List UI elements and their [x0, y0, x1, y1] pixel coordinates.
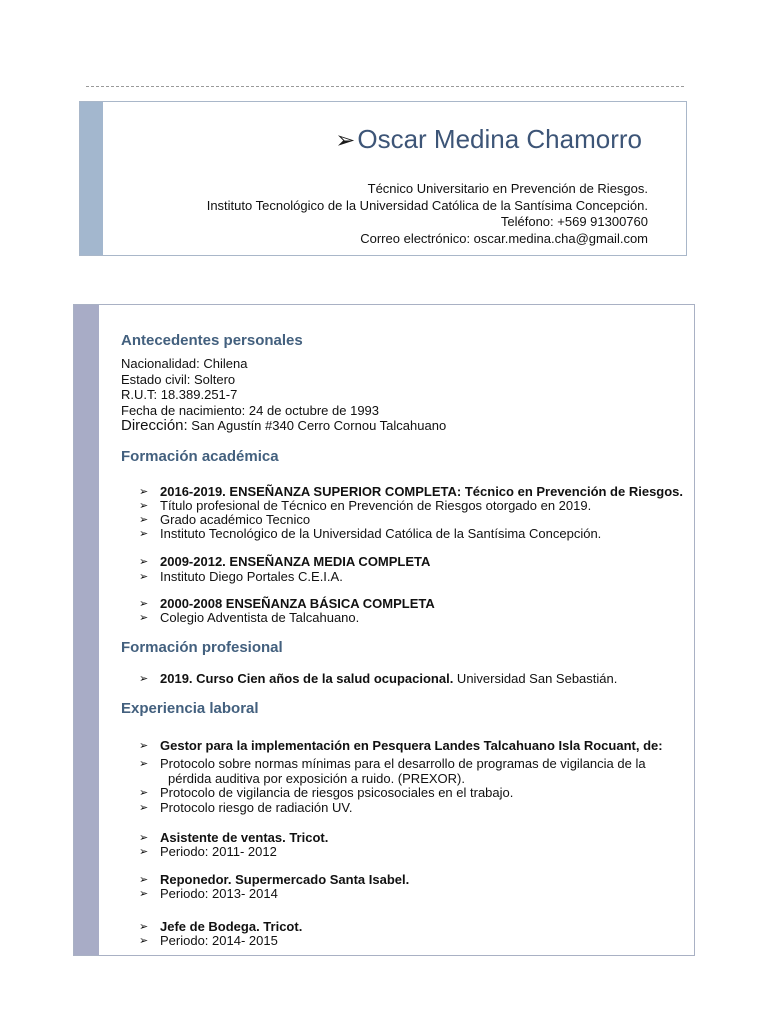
arrow-bullet-icon: ➢	[139, 486, 149, 498]
arrow-bullet-icon: ➢	[139, 874, 149, 886]
institution-line: Instituto Tecnológico de la Universidad Católica de la Santísima Concepción.	[206, 197, 648, 213]
arrow-bullet-icon: ➢	[139, 571, 149, 583]
section-title-professional: Formación profesional	[121, 639, 283, 656]
arrow-bullet-icon: ➢	[139, 740, 149, 752]
section-title-personal: Antecedentes personales	[121, 332, 303, 349]
arrow-bullet-icon: ➢	[139, 528, 149, 540]
list-item-continuation: pérdida auditiva por exposición a ruido. (PREXOR).	[168, 771, 465, 786]
arrow-bullet-icon: ➢	[139, 787, 149, 799]
course-title: 2019. Curso Cien años de la salud ocupacional.	[160, 671, 454, 686]
birth-date: Fecha de nacimiento: 24 de octubre de 1993	[121, 403, 380, 418]
address-value: San Agustín #340 Cerro Cornou Talcahuano	[187, 418, 447, 433]
arrow-bullet-icon: ➢	[139, 514, 149, 526]
arrow-bullet-icon: ➢	[139, 598, 149, 610]
arrow-bullet-icon: ➢	[139, 921, 149, 933]
nationality: Nacionalidad: Chilena	[121, 356, 248, 371]
arrow-bullet-icon: ➢	[139, 846, 149, 858]
course-institution: Universidad San Sebastián.	[453, 671, 618, 686]
arrow-bullet-icon: ➢	[139, 758, 149, 770]
arrow-bullet-icon: ➢	[139, 556, 149, 568]
rut: R.U.T: 18.389.251-7	[121, 387, 238, 402]
candidate-name: ➢Oscar Medina Chamorro	[335, 124, 642, 154]
contact-info	[207, 181, 648, 247]
section-title-academic: Formación académica	[121, 448, 279, 465]
degree-line: Técnico Universitario en Prevención de Riesgos.	[367, 181, 648, 196]
civil-status: Estado civil: Soltero	[121, 372, 236, 387]
address-label: Dirección:	[121, 417, 188, 434]
address	[121, 418, 446, 433]
header-accent-bar	[80, 102, 103, 255]
section-title-experience: Experiencia laboral	[121, 700, 259, 717]
arrow-bullet-icon: ➢	[139, 500, 149, 512]
arrow-bullet-icon: ➢	[139, 612, 149, 624]
resume-body: Antecedentes personales Nacionalidad: Chilena Estado civil: Soltero R.U.T: 18.389.251-7 Fecha de nacimiento: 24 de octubre de 1993 Dirección: San Agustín #340 Cerro Cornou Talcahuano Formación académica ➢ 2016-2019. ENSEÑANZA SUPERIOR COMPLETA: Técnico en Prevención de Riesgos. ➢ Título profesional de Técnico en Prevención de Riesgos otorgado en 2019. ➢ Grado académico Tecnico ➢ Instituto Tecnológico de la Universidad Católica de la Santísima Concepción. ➢ 2009-2012. ENSEÑANZA MEDIA COMPLETA ➢ Instituto Diego Portales C.E.I.A. ➢ 2000-2008 ENSEÑANZA BÁSICA COMPLETA ➢ Colegio Adventista de Talcahuano. Formación profesional ➢ 2019. Curso Cien años de la salud ocupacional. Universidad San Sebastián. Experiencia laboral ➢ Gestor para la implementación en Pesquera Landes Talcahuano Isla Rocuant, de: ➢ Protocolo sobre normas mínimas para el desarrollo de programas de vigilancia de la pérdida auditiva por exposición a ruido. (PREXOR). ➢ Protocolo de vigilancia de riesgos psicosociales en el trabajo. ➢ Protocolo riesgo de radiación UV. ➢ Asistente de ventas. Tricot. ➢ Periodo: 2011- 2012 ➢ Reponedor. Supermercado Santa Isabel. ➢ Periodo: 2013- 2014 ➢ Jefe de Bodega. Tricot. ➢ Periodo: 2014- 2015	[73, 304, 695, 956]
arrow-bullet-icon: ➢	[139, 888, 149, 900]
header-card	[79, 101, 687, 256]
body-accent-bar	[74, 305, 99, 955]
arrow-bullet-icon: ➢	[139, 673, 149, 685]
dashed-divider	[86, 86, 684, 87]
email-line: Correo electrónico: oscar.medina.cha@gmail.com	[360, 230, 648, 246]
arrow-bullet-icon: ➢	[139, 802, 149, 814]
arrow-bullet-icon: ➢	[139, 832, 149, 844]
arrow-bullet-icon: ➢	[335, 127, 356, 154]
arrow-bullet-icon: ➢	[139, 935, 149, 947]
phone-line: Teléfono: +569 91300760	[500, 214, 648, 229]
